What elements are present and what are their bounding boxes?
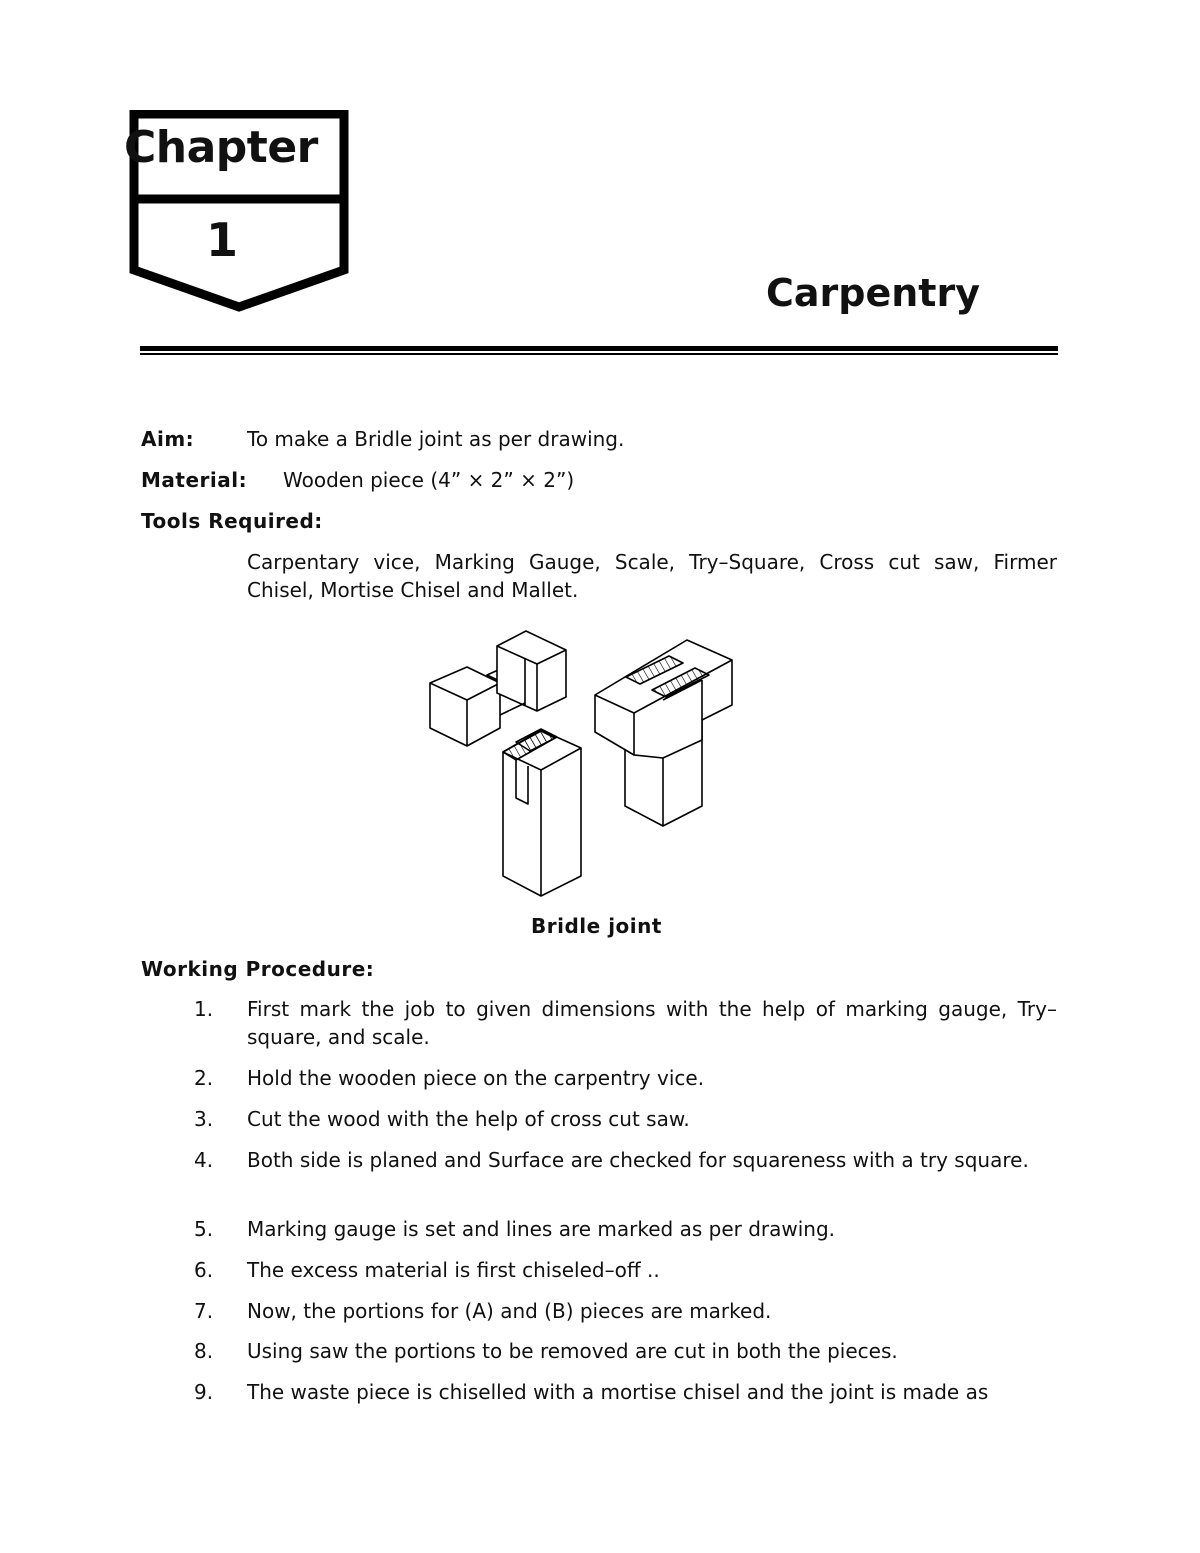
step-text: Cut the wood with the help of cross cut saw. [247, 1107, 690, 1131]
tools-text: Carpentary vice, Marking Gauge, Scale, Try–Square, Cross cut saw, Firmer Chisel, Mortise Chisel and Mallet. [247, 550, 1057, 602]
step-text: Hold the wooden piece on the carpentry vice. [247, 1066, 705, 1090]
chapter-label: Chapter [124, 122, 318, 173]
material-label: Material: [141, 468, 248, 492]
chapter-number: 1 [206, 213, 239, 267]
page-title: Carpentry [766, 271, 980, 315]
header-rule-thin [140, 353, 1058, 355]
step-text: Now, the portions for (A) and (B) pieces are marked. [247, 1299, 772, 1323]
step-number: 5. [194, 1217, 214, 1241]
step-number: 8. [194, 1339, 214, 1363]
step-text: Both side is planed and Surface are checked for squareness with a try square. [247, 1148, 1029, 1172]
aim-text: To make a Bridle joint as per drawing. [247, 427, 625, 451]
step-number: 2. [194, 1066, 214, 1090]
aim-label: Aim: [141, 427, 195, 451]
material-text: Wooden piece (4” × 2” × 2”) [283, 468, 575, 492]
step-number: 9. [194, 1380, 214, 1404]
bridle-joint-drawing [420, 622, 750, 907]
figure-caption: Bridle joint [531, 914, 662, 938]
step-number: 1. [194, 997, 214, 1021]
step-number: 7. [194, 1299, 214, 1323]
step-text: First mark the job to given dimensions with the help of marking gauge, Try–square, and scale. [247, 997, 1057, 1049]
step-text: The waste piece is chiselled with a mortise chisel and the joint is made as [247, 1380, 989, 1404]
tools-label: Tools Required: [141, 509, 323, 533]
step-text: Marking gauge is set and lines are marked as per drawing. [247, 1217, 836, 1241]
step-text: The excess material is first chiseled–off .. [247, 1258, 660, 1282]
step-text: Using saw the portions to be removed are cut in both the pieces. [247, 1339, 898, 1363]
step-number: 3. [194, 1107, 214, 1131]
procedure-label: Working Procedure: [141, 957, 375, 981]
header-rule-thick [140, 346, 1058, 351]
step-number: 4. [194, 1148, 214, 1172]
step-number: 6. [194, 1258, 214, 1282]
